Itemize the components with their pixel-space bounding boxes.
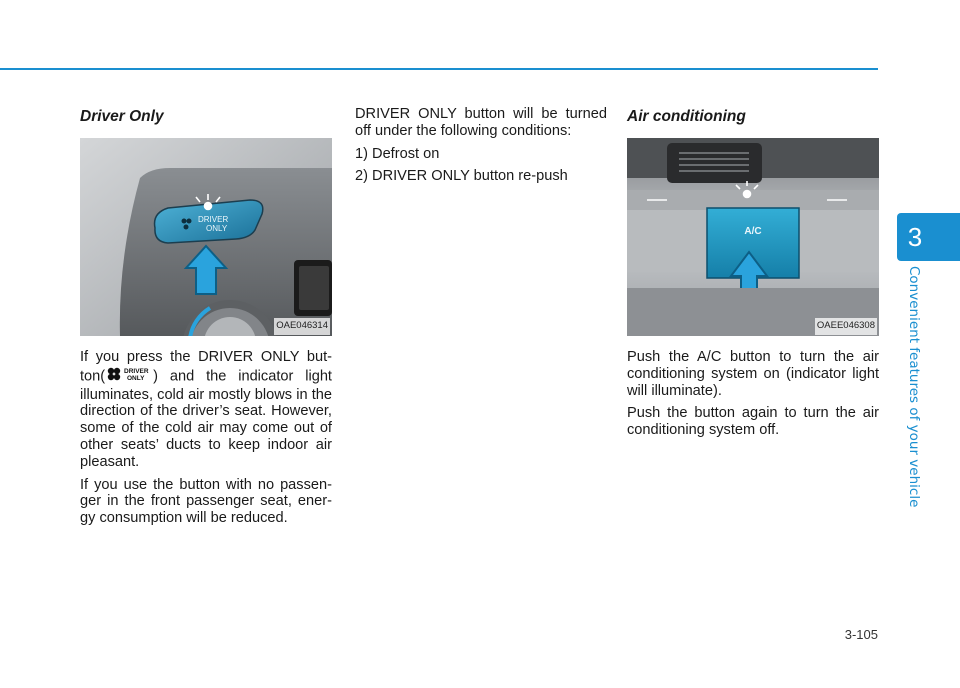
air-conditioning-paragraph-2: Push the button again to turn the air conditioning system off. <box>627 405 879 439</box>
air-conditioning-figure <box>627 138 879 336</box>
figure-code: OAE046314 <box>274 318 330 335</box>
figure-button-line1: DRIVER <box>198 215 229 224</box>
figure-ac-label: A/C <box>744 226 762 237</box>
header-rule <box>0 68 878 70</box>
chapter-number: 3 <box>907 222 923 252</box>
driver-only-figure <box>80 138 332 336</box>
driver-only-paragraph-1 <box>80 349 332 471</box>
conditions-intro: DRIVER ONLY button will be turned off under the following conditions: <box>355 106 607 139</box>
driver-only-section <box>80 106 332 533</box>
condition-item: 1) Defrost on <box>355 145 440 162</box>
driver-only-paragraph-2: If you use the button with no passen-ger in the front passenger seat, ener-gy consumption will be reduced. <box>80 476 332 527</box>
air-conditioning-paragraph-1: Push the A/C button to turn the air conditioning system on (indicator light will illuminate). <box>627 349 879 399</box>
driver-only-paragraph-1b: ) and the indicator light illuminates, cold air mostly blows in the direction of the driver’s seat. However, some of the cold air may come out of other seats’ ducts to keep indoor air pleasant. <box>80 368 332 470</box>
chapter-title-vertical <box>900 266 926 508</box>
driver-only-illustration <box>80 138 332 336</box>
air-conditioning-illustration <box>627 138 879 336</box>
page-number: 3-105 <box>844 627 878 642</box>
chapter-title: Convenient features of your vehicle <box>906 266 922 508</box>
air-conditioning-section <box>627 106 879 445</box>
conditions-section <box>355 106 607 191</box>
inline-icon-line1: DRIVER <box>124 367 149 375</box>
air-conditioning-heading: Air conditioning <box>627 108 746 125</box>
chapter-tab <box>897 213 960 261</box>
driver-only-paragraph-1a: If you press the DRIVER ONLY but-ton( <box>80 349 332 385</box>
inline-icon-line2: ONLY <box>127 374 145 382</box>
figure-code: OAEE046308 <box>815 318 877 335</box>
figure-button-line2: ONLY <box>206 224 228 233</box>
condition-item: 2) DRIVER ONLY button re-push <box>355 168 568 185</box>
driver-only-heading: Driver Only <box>80 108 164 125</box>
driver-only-inline-icon <box>107 366 151 387</box>
